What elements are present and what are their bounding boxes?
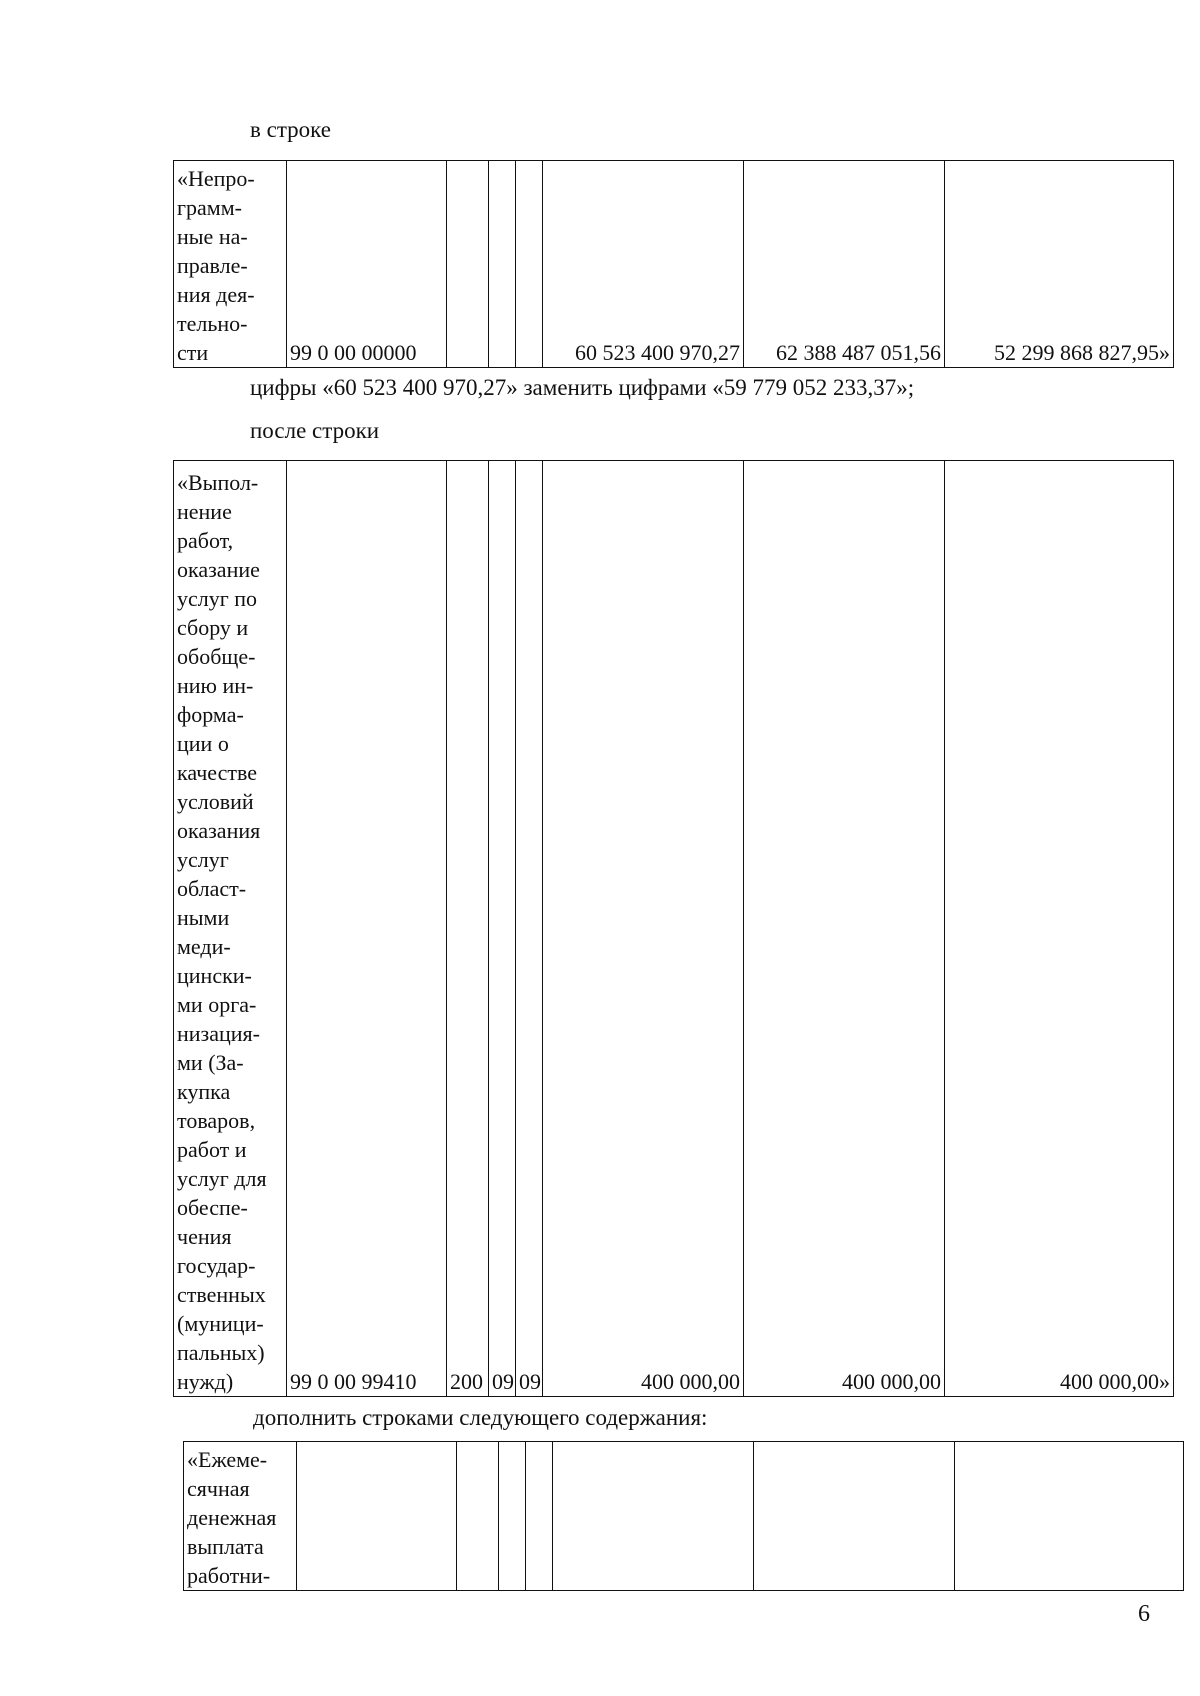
section-code: 09 <box>489 461 516 1397</box>
row-name: «Ежеме- сячная денежная выплата работни- <box>184 1442 297 1591</box>
section-code <box>489 161 516 368</box>
target-article-code: 99 0 00 99410 <box>287 461 447 1397</box>
table-monthly-payment-row <box>183 1441 1184 1591</box>
subsection-code <box>516 161 543 368</box>
target-article-code <box>297 1442 457 1591</box>
subsection-code: 09 <box>516 461 543 1397</box>
expense-type-code <box>457 1442 499 1591</box>
amount-year-3: 400 000,00» <box>945 461 1174 1397</box>
table-row <box>174 161 1174 368</box>
amount-year-1 <box>553 1442 754 1591</box>
intro-text: в строке <box>250 117 331 142</box>
amount-year-2 <box>754 1442 955 1591</box>
amount-year-1: 60 523 400 970,27 <box>543 161 744 368</box>
amount-year-1: 400 000,00 <box>543 461 744 1397</box>
section-code <box>499 1442 526 1591</box>
add-rows-instruction: дополнить строками следующего содержания: <box>253 1405 708 1430</box>
table-row <box>184 1442 1184 1591</box>
replace-instruction: цифры «60 523 400 970,27» заменить цифрами «59 779 052 233,37»; <box>250 375 915 400</box>
table-row <box>174 461 1174 1397</box>
row-name: «Выпол- нение работ, оказание услуг по сбору и обобще- нию ин- форма- ции о качестве условий оказания услуг област- ными меди- цински- ми орга- низация- ми (За- купка товаров, работ и услуг для обеспе- чения государ- ственных (муници- пальных) нужд) <box>174 461 287 1397</box>
amount-year-2: 400 000,00 <box>744 461 945 1397</box>
page-number: 6 <box>1138 1601 1150 1627</box>
subsection-code <box>526 1442 553 1591</box>
amount-year-2: 62 388 487 051,56 <box>744 161 945 368</box>
amount-year-3 <box>955 1442 1184 1591</box>
table-nonprogram-directions <box>173 160 1174 368</box>
expense-type-code <box>447 161 489 368</box>
after-row-text: после строки <box>250 418 380 443</box>
row-name: «Непро- грамм- ные на- правле- ния дея- тельно- сти <box>174 161 287 368</box>
expense-type-code: 200 <box>447 461 489 1397</box>
amount-year-3: 52 299 868 827,95» <box>945 161 1174 368</box>
table-quality-assessment-row <box>173 460 1174 1397</box>
target-article-code: 99 0 00 00000 <box>287 161 447 368</box>
